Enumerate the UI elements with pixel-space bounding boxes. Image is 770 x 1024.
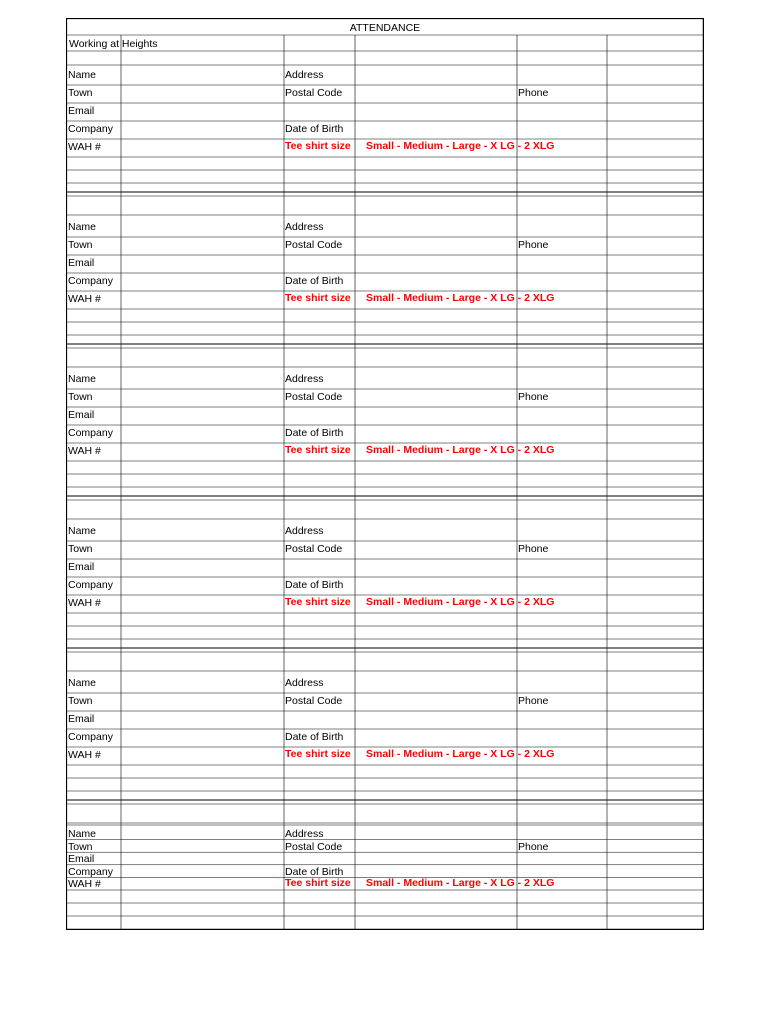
label-date-of-birth: Date of Birth <box>285 123 344 135</box>
label-company: Company <box>68 865 113 878</box>
label-phone: Phone <box>518 840 549 853</box>
label-tee-shirt-size: Tee shirt size <box>285 140 351 152</box>
label-tee-shirt-size: Tee shirt size <box>285 444 351 456</box>
label-email: Email <box>68 409 95 421</box>
label-tee-shirt-size: Tee shirt size <box>285 596 351 608</box>
label-email: Email <box>68 257 95 269</box>
label-name: Name <box>68 677 97 689</box>
label-town: Town <box>68 840 93 853</box>
size-options: Small - Medium - Large - X LG - 2 XLG <box>366 444 555 456</box>
label-name: Name <box>68 69 97 81</box>
label-phone: Phone <box>518 391 549 403</box>
size-options: Small - Medium - Large - X LG - 2 XLG <box>366 292 555 304</box>
label-town: Town <box>68 391 93 403</box>
sheet-subtitle: Working at Heights <box>69 38 158 50</box>
label-name: Name <box>68 221 97 233</box>
label-company: Company <box>68 275 113 287</box>
sheet-title: ATTENDANCE <box>349 22 421 34</box>
label-email: Email <box>68 105 95 117</box>
label-date-of-birth: Date of Birth <box>285 275 344 287</box>
label-name: Name <box>68 828 97 840</box>
label-wah: WAH # <box>68 293 101 305</box>
label-tee-shirt-size: Tee shirt size <box>285 748 351 760</box>
label-phone: Phone <box>518 695 549 707</box>
label-postal-code: Postal Code <box>285 695 343 707</box>
label-date-of-birth: Date of Birth <box>285 579 344 591</box>
label-postal-code: Postal Code <box>285 391 343 403</box>
size-options: Small - Medium - Large - X LG - 2 XLG <box>366 140 555 152</box>
label-postal-code: Postal Code <box>285 87 343 99</box>
label-postal-code: Postal Code <box>285 239 343 251</box>
label-address: Address <box>285 221 324 233</box>
label-town: Town <box>68 239 93 251</box>
label-town: Town <box>68 543 93 555</box>
label-postal-code: Postal Code <box>285 840 343 853</box>
label-postal-code: Postal Code <box>285 543 343 555</box>
grid-lines <box>66 18 704 930</box>
label-wah: WAH # <box>68 141 101 153</box>
label-address: Address <box>285 69 324 81</box>
label-email: Email <box>68 713 95 725</box>
label-tee-shirt-size: Tee shirt size <box>285 292 351 304</box>
label-name: Name <box>68 373 97 385</box>
attendance-sheet <box>66 18 704 930</box>
label-tee-shirt-size: Tee shirt size <box>285 877 351 890</box>
label-phone: Phone <box>518 239 549 251</box>
label-wah: WAH # <box>68 597 101 609</box>
label-address: Address <box>285 525 324 537</box>
label-company: Company <box>68 427 113 439</box>
label-date-of-birth: Date of Birth <box>285 731 344 743</box>
label-phone: Phone <box>518 87 549 99</box>
label-date-of-birth: Date of Birth <box>285 865 344 878</box>
label-phone: Phone <box>518 543 549 555</box>
label-address: Address <box>285 373 324 385</box>
label-wah: WAH # <box>68 878 101 891</box>
label-address: Address <box>285 677 324 689</box>
label-email: Email <box>68 561 95 573</box>
label-address: Address <box>285 828 324 840</box>
size-options: Small - Medium - Large - X LG - 2 XLG <box>366 596 555 608</box>
label-email: Email <box>68 853 95 866</box>
label-town: Town <box>68 87 93 99</box>
label-town: Town <box>68 695 93 707</box>
label-date-of-birth: Date of Birth <box>285 427 344 439</box>
size-options: Small - Medium - Large - X LG - 2 XLG <box>366 748 555 760</box>
label-name: Name <box>68 525 97 537</box>
label-company: Company <box>68 731 113 743</box>
label-company: Company <box>68 579 113 591</box>
label-wah: WAH # <box>68 445 101 457</box>
label-company: Company <box>68 123 113 135</box>
size-options: Small - Medium - Large - X LG - 2 XLG <box>366 877 555 890</box>
label-wah: WAH # <box>68 749 101 761</box>
